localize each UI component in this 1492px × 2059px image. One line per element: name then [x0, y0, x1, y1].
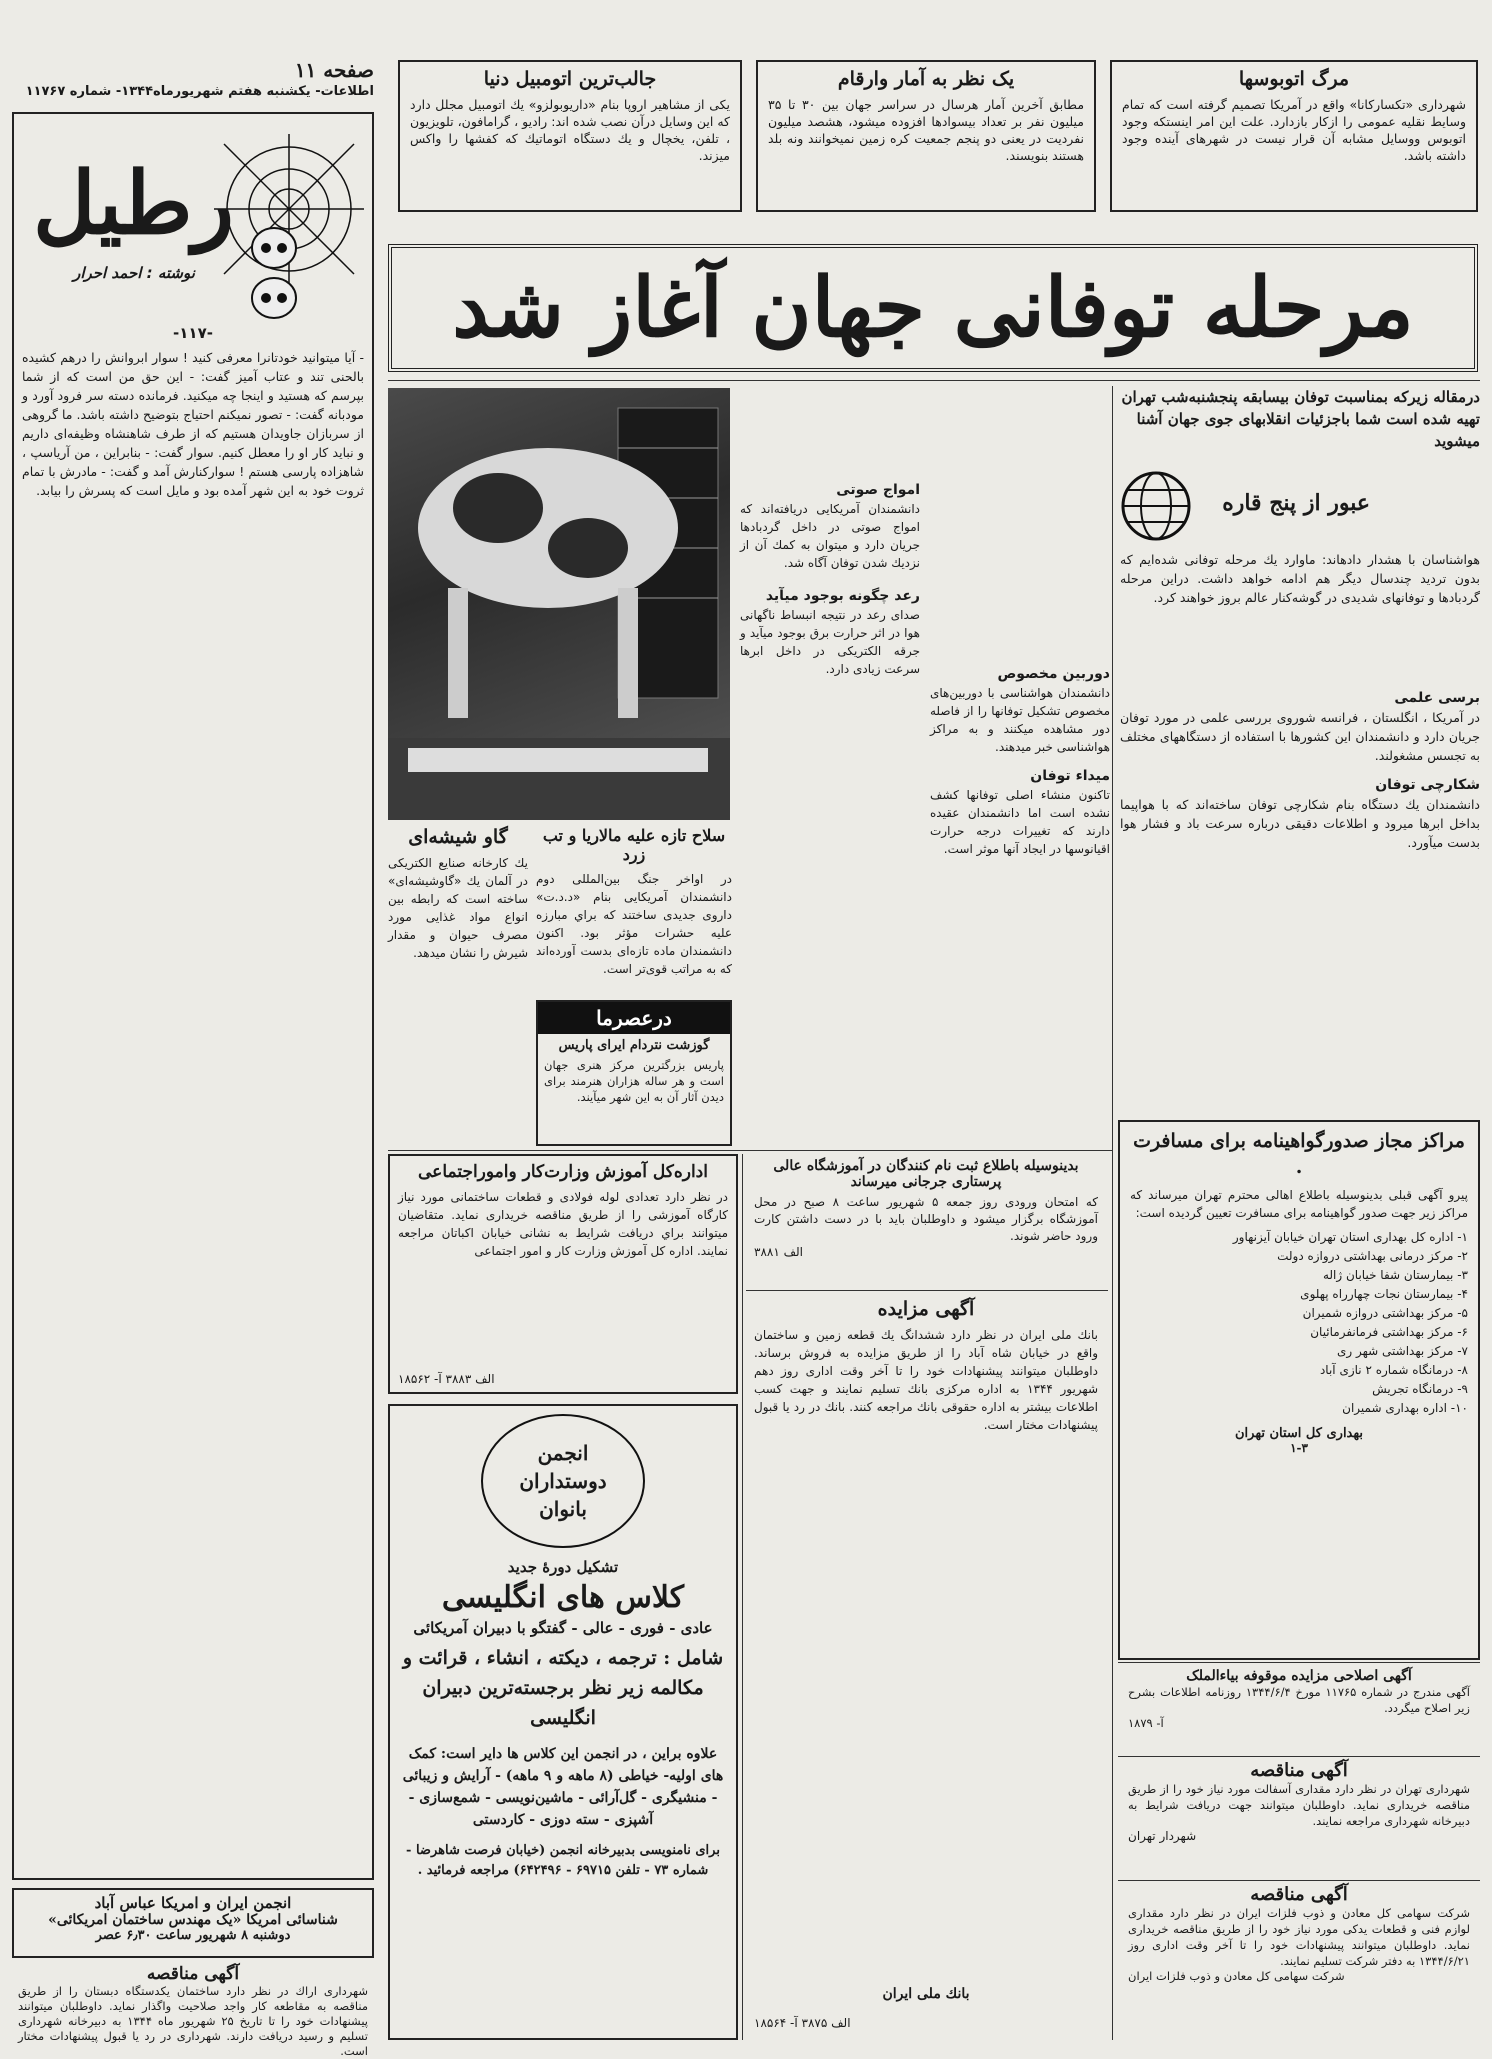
- storm-col-right: [1120, 686, 1480, 1148]
- english-classes-ad: [388, 1404, 738, 2040]
- dar-asr-body: پاريس بزرگترين مركز هنری جهان است و هر ساله هزاران هنرمند برای ديدن آثار آن به اين شهر ميآيند.: [544, 1058, 724, 1104]
- tender-sign: شهردار تهران: [1128, 1829, 1197, 1843]
- top-box-title: یک نظر به آمار وارقام: [837, 68, 1015, 90]
- section-title: امواج صوتی: [836, 482, 920, 498]
- certs-list: [1130, 1228, 1468, 1418]
- rule: [746, 1290, 1108, 1291]
- certs-list-item: ۱۰- اداره بهداری شميران: [1342, 1401, 1468, 1415]
- certs-title: مراکز مجاز صدورگواهینامه برای مسافرت .: [1133, 1130, 1465, 1178]
- certs-list-item: ۵- مركز بهداشتی دروازه شميران: [1302, 1306, 1468, 1320]
- top-box-body: یکی از مشاهیر اروپا بنام «داريوبولزو» يك اتومبيل مجلل دارد كه اين وسايل درآن نصب شده اند: راديو ، گرامافون، تلويزيون ، تلفن، يخچال و يك دستگاه اتوماتيك كه كفشها را واكس ميزند.: [410, 97, 730, 163]
- tender-sign: شركت سهامی كل معادن و ذوب فلزات ايران: [1128, 1969, 1345, 1983]
- caption-title: گاو شیشه‌ای: [408, 826, 508, 848]
- certs-list-item: ۷- مركز بهداشتی شهر ری: [1337, 1344, 1468, 1358]
- society-line3: علاوه براین ، در انجمن این کلاس ها دایر است: کمک های اولیه- خیاطی (۸ ماهه و ۹ ماهه) - آرایش و زیبائی - منشیگری - گل‌آرائی - ماشین‌نویسی - شمع‌سازی - آشپزی - سته دوزی - کاردستی: [402, 1746, 724, 1828]
- certs-ref: ۱-۳: [1290, 1441, 1308, 1455]
- rule: [1112, 386, 1113, 2040]
- storm-col-left: [740, 386, 920, 1148]
- main-headline: مرحله توفانی جهان آغاز شد: [452, 260, 1414, 356]
- storm-lead: درمقاله زیرکه بمناسبت توفان بیسابقه پنجشنبه‌شب تهران تهیه شده است شما باجزئیات انقلابهای جوی جهان آشنا میشوید: [1121, 388, 1480, 450]
- globe-icon: [1120, 470, 1192, 542]
- certs-list-item: ۱- اداره كل بهداری استان تهران خيابان آيزنهاور: [1232, 1230, 1468, 1244]
- ministry-ad: [388, 1154, 738, 1394]
- ministry-body: در نظر دارد تعدادی لوله فولادی و قطعات ساختمانی مورد نياز كارگاه آموزشی را از طريق مناقصه خريداری نمايد. متقاضيان ميتوانند براي دريافت شرايط به نشانی خيابان اكباتان مراجعه نمايند. اداره كل آموزش وزارت كار و امور اجتماعی: [398, 1190, 728, 1258]
- glass-cow-caption: [388, 826, 528, 1146]
- certs-sign: بهداری كل استان تهران: [1235, 1426, 1363, 1441]
- rule: [1118, 1756, 1480, 1757]
- tender-body: شهرداری تهران در نظر دارد مقداری آسفالت مورد نياز خود را از طريق مناقصه خريداری نمايد. داوطلبان ميتوانند جهت دريافت شرايط به دبيرخانه شهرداری مراجعه نمايند.: [1128, 1782, 1470, 1828]
- lecture-box: [12, 1888, 374, 1958]
- rule: [742, 1154, 743, 2040]
- serial-story: [12, 112, 374, 1880]
- certs-list-item: ۴- بيمارستان نجات چهارراه پهلوی: [1300, 1287, 1468, 1301]
- malaria-title: سلاح تازه علیه مالاریا و تب زرد: [542, 826, 726, 864]
- cartoon-body: - آيا ميتوانيد خودتانرا معرفی كنيد ! سوار ابروانش را درهم كشيده بالحنی تند و عتاب آميز گفت: - اين حق من است كه از شما بپرسم كه هستيد و اينجا چه ميكنيد. فرمانده دسته سر فرود آورد و مودبانه گفت: - تصور نميكنم احتياج بتوضيح داشته باشد. ما گروهی از سربازان جاويدان هستيم كه از طرف شاهنشاه وظيفه‌ای داريم و نبايد كار او را معطل كنيم. سوار گفت: - بنابراين ، من آرياسپ ، شاهزاده پارسی هستم ! سواركنارش آمد و گفت: - مادرش با تمام ثروت خود به اين شهر آمده بود و مايل است كه پسرش را بيابد.: [22, 350, 364, 498]
- dar-asr-box: [536, 1000, 732, 1146]
- tender-title: آگهی مناقصه: [1250, 1760, 1348, 1781]
- section-title: برسی علمی: [1394, 690, 1480, 706]
- ministry-title: اداره‌کل آموزش وزارت‌کار وامور‌اجتماعی: [418, 1162, 708, 1182]
- society-line1: عادی - فوری - عالی - گفتگو با دبیران آمریکائی: [413, 1619, 713, 1637]
- page-header: [14, 58, 374, 106]
- section-body: در آمريكا ، انگلستان ، فرانسه شوروی بررسی علمی در مورد توفان جريان دارد و دانشمندان اين كشورها با استفاده از دستگاههای مختلف به تجسس مشغولند.: [1120, 710, 1480, 763]
- dateline: اطلاعات- یکشنبه هفتم شهریورماه۱۳۴۴- شماره ۱۱۷۶۷: [25, 84, 374, 99]
- glass-cow-photo: [388, 388, 730, 820]
- malaria-body: در اواخر جنگ بين‌المللی دوم دانشمندان آمريكايی بنام «د.د.ت» داروی جديدی ساختند كه براي مبارزه عليه حشرات مؤثر بود. اكنون دانشمندان ماده تازه‌ای بدست آورده‌اند كه به مراتب قوی‌تر است.: [536, 872, 732, 976]
- lecture-line1: شناسائی امریکا «یک مهندس ساختمان امریکائی»: [48, 1912, 338, 1928]
- section-title: میداء توفان: [1030, 768, 1110, 784]
- cartoon-episode: -۱۱۷-: [173, 324, 213, 342]
- tender-tehran: [1118, 1760, 1480, 1880]
- correction-title: آگهی اصلاحی مزایده موقوفه بیاءالملک: [1186, 1668, 1412, 1684]
- correction-ref: آ- ۱۸۷۹: [1128, 1716, 1164, 1730]
- nursing-body: كه امتحان ورودی روز جمعه ۵ شهريور ساعت ۸ صبح در محل آموزشگاه برگزار ميشود و داوطلبان بايد با در دست داشتن كارت ورود حاضر شوند.: [754, 1195, 1098, 1243]
- top-box-car: [398, 60, 742, 212]
- lecture-title: انجمن ایران و امریکا عباس آباد: [94, 1894, 292, 1912]
- tender-title: آگهی مناقصه: [146, 1964, 240, 1984]
- tender-title: آگهی مناقصه: [1250, 1884, 1348, 1905]
- society-name: انجمن دوستداران بانوان: [519, 1441, 607, 1521]
- rule: [388, 380, 1480, 381]
- nursing-ref: الف ۳۸۸۱: [754, 1245, 804, 1259]
- society-logo: [481, 1414, 645, 1548]
- cartoon-title-area: [14, 114, 372, 314]
- certs-list-item: ۶- مركز بهداشتی فرمانفرمائيان: [1310, 1325, 1468, 1339]
- page-label: صفحه ۱۱: [294, 58, 374, 82]
- section-title: شکارچی توفان: [1375, 777, 1480, 793]
- auction-body: بانك ملی ايران در نظر دارد ششدانگ يك قطعه زمين و ساختمان واقع در خيابان شاه آباد را از طريق مزايده به فروش برساند. داوطلبان ميتوانند پيشنهادات خود را تا آخر وقت اداری روز دهم شهريور ۱۳۴۴ به اداره مركزی بانك تسليم نمايند و جهت كسب اطلاعات بيشتر به اداره حقوقی بانك مراجعه كنند. بانك در رد يا قبول پيشنهادات مختار است.: [754, 1328, 1099, 1432]
- section-body: دانشمندان يك دستگاه بنام شكارچی توفان ساخته‌اند كه با هواپيما بداخل ابرها ميرود و اطلاعات دقيقی درباره سرعت باد و فشار هوا بدست ميآورد.: [1120, 797, 1480, 850]
- cartoon-title: ر‌طیل: [32, 153, 234, 254]
- correction-ad: [1118, 1666, 1480, 1754]
- ministry-ref: الف ۳۸۸۳ آ- ۱۸۵۶۲: [398, 1372, 495, 1386]
- tender-arak: [12, 1964, 374, 2058]
- certs-list-item: ۸- درمانگاه شماره ۲ نازی آباد: [1319, 1363, 1468, 1377]
- auction-ref: الف ۳۸۷۵ آ- ۱۸۵۶۴: [754, 2016, 851, 2030]
- auction-title: آگهی مزایده: [877, 1298, 975, 1320]
- cartoon-author: نوشته : احمد احرار: [73, 264, 195, 282]
- top-box-stats: [756, 60, 1096, 212]
- certs-list-item: ۲- مركز درمانی بهداشتی دروازه دولت: [1277, 1249, 1468, 1263]
- top-box-body: مطابق آخرين آمار هرسال در سراسر جهان بين ۳۰ تا ۳۵ ميليون نفر بر تعداد بيسوادها افزوده ميشود، هشصد ميليون نفرديت در يعنی دو پنجم جمعيت کره زمين نميخوانند ونه بلد هستند بنويسند.: [768, 97, 1085, 163]
- section-title: رعد چگونه بوجود میآید: [765, 588, 920, 604]
- certs-list-item: ۳- بيمارستان شفا خيابان ژاله: [1322, 1268, 1468, 1282]
- cow-photo-image: [388, 388, 730, 820]
- top-box-title: جالب‌ترين اتومبيل دنيا: [483, 68, 657, 90]
- caption-body: يك كارخانه صنايع الكتريكی در آلمان يك «گاوشيشه‌ای» ساخته است كه رابطه بين انواع مواد غذايی مورد مصرف حيوان و مقدار شيرش را نشان ميدهد.: [388, 856, 528, 960]
- tender-mines: [1118, 1884, 1480, 2044]
- rule: [388, 1150, 1112, 1151]
- section-body: دانشمندان آمريكايی دريافته‌اند كه امواج صوتی در داخل گردبادها جريان دارد و ميتوان به كمك آن از نزديك شدن توفان آگاه شد.: [740, 502, 920, 570]
- storm-intro: هواشناسان با هشدار دادهاند: ماوارد يك مرحله توفانى شده‌ايم كه بدون ترديد چندسال ديگر هم ادامه خواهد داشت. دراين مرحله گردبادها و توفانهاى شديدى در گوشه‌كنار عالم بروز خواهند كرد.: [1120, 552, 1480, 605]
- correction-body: آگهی مندرج در شماره ۱۱۷۶۵ مورخ ۱۳۴۴/۶/۴ روزنامه اطلاعات بشرح زير اصلاح ميگردد.: [1128, 1685, 1470, 1715]
- certs-intro: پيرو آگهی قبلی بدينوسيله باطلاع اهالی محترم تهران ميرساند كه مراكز زير جهت صدور گواهينامه برای مسافرت تعيين گرديده است:: [1130, 1188, 1468, 1220]
- lecture-line2: دوشنبه ۸ شهریور ساعت ۶٫۳۰ عصر: [95, 1928, 291, 1943]
- section-body: دانشمندان هواشناسی با دوربين‌های مخصوص تشكيل توفانها را از فاصله دور مشاهده ميكنند و به مراكز هواشناسی خبر ميدهند.: [930, 686, 1110, 754]
- section-body: صدای رعد در نتيجه انبساط ناگهانی هوا در اثر حرارت برق بوجود ميآيد و جرقه الكتريكی در داخل ابرها سرعت زيادی دارد.: [740, 608, 920, 676]
- rule: [1118, 1662, 1480, 1663]
- tender-body: شهرداری اراك در نظر دارد ساختمان يكدستگاه دبستان را از طريق مناقصه به مقاطعه كار واجد صلاحيت واگذار نمايد. داوطلبان ميتوانند پيشنهادات خود را تا تاريخ ۲۵ شهريور ماه ۱۳۴۴ به دبيرخانه شهرداری تسليم و رسيد دريافت دارند. شهرداری در رد يا قبول پيشنهادات مختار است.: [18, 1984, 368, 2058]
- dar-asr-subtitle: گوزشت نتردام ایرای پاریس: [558, 1038, 710, 1053]
- dar-asr-title: درعصرما: [538, 1002, 730, 1034]
- society-title: کلاس های انگلیسی: [441, 1580, 685, 1615]
- top-box-title: مرگ اتوبوسها: [1238, 68, 1350, 90]
- certs-list-item: ۹- درمانگاه تجريش: [1372, 1382, 1468, 1396]
- society-addr: برای نامنویسی بدبیرخانه انجمن (خیابان فرصت شاهرضا - شماره ۷۳ - تلفن ۶۹۷۱۵ - ۶۴۲۴۹۶) مراجعه فرمائید .: [406, 1843, 720, 1878]
- tender-body: شركت سهامی كل معادن و ذوب فلزات ايران در نظر دارد مقداری لوازم فنی و قطعات يدكی مورد نياز خود را از طريق مناقصه خريداری نمايد. داوطلبان ميتوانند پيشنهادات خود را تا آخر وقت اداری روز ۱۳۴۴/۶/۲۱ به دفتر شركت تسليم نمايند.: [1128, 1906, 1470, 1968]
- storm-col-middle: [930, 386, 1110, 1148]
- logo-text: عبور از پنج قاره: [1222, 490, 1370, 516]
- auction-sign: بانك ملی ايران: [882, 1986, 970, 2002]
- section-title: دوربین مخصوص: [997, 666, 1110, 682]
- top-box-body: شهرداری «تکساركانا» واقع در آمريكا تصميم گرفته است كه تمام وسايط نقليه عمومی را ازكار بازدارد. علت این امر اینستكه وجود اتوبوس ووسایل مشابه آن قرار نيست در شهرهای آينده وجود داشته باشد.: [1122, 97, 1466, 163]
- section-body: تاكنون منشاء اصلی توفانها كشف نشده است اما دانشمندان عقيده دارند كه تغييرات درجه حرارت اقيانوسها در ايجاد آنها موثر است.: [930, 788, 1110, 856]
- nursing-title: بدینوسیله باطلاع ثبت نام کنندگان در آموزشگاه عالی پرستاری جرجانی میرساند: [773, 1158, 1079, 1190]
- rule: [1118, 1880, 1480, 1881]
- certificates-ad: [1118, 1120, 1480, 1660]
- world-logo: [1120, 470, 1370, 544]
- main-headline-box: [388, 244, 1478, 372]
- nursing-ad: [746, 1154, 1106, 1284]
- skull-icon: [239, 224, 309, 334]
- auction-ad: [746, 1294, 1106, 2038]
- society-kicker: تشکیل دورهٔ جدید: [507, 1558, 619, 1576]
- society-line2: شامل : ترجمه ، دیکته ، انشاء ، قرائت و مکالمه زیر نظر برجسته‌ترین دبیران انگلیسی: [402, 1647, 724, 1729]
- top-box-buses: [1110, 60, 1478, 212]
